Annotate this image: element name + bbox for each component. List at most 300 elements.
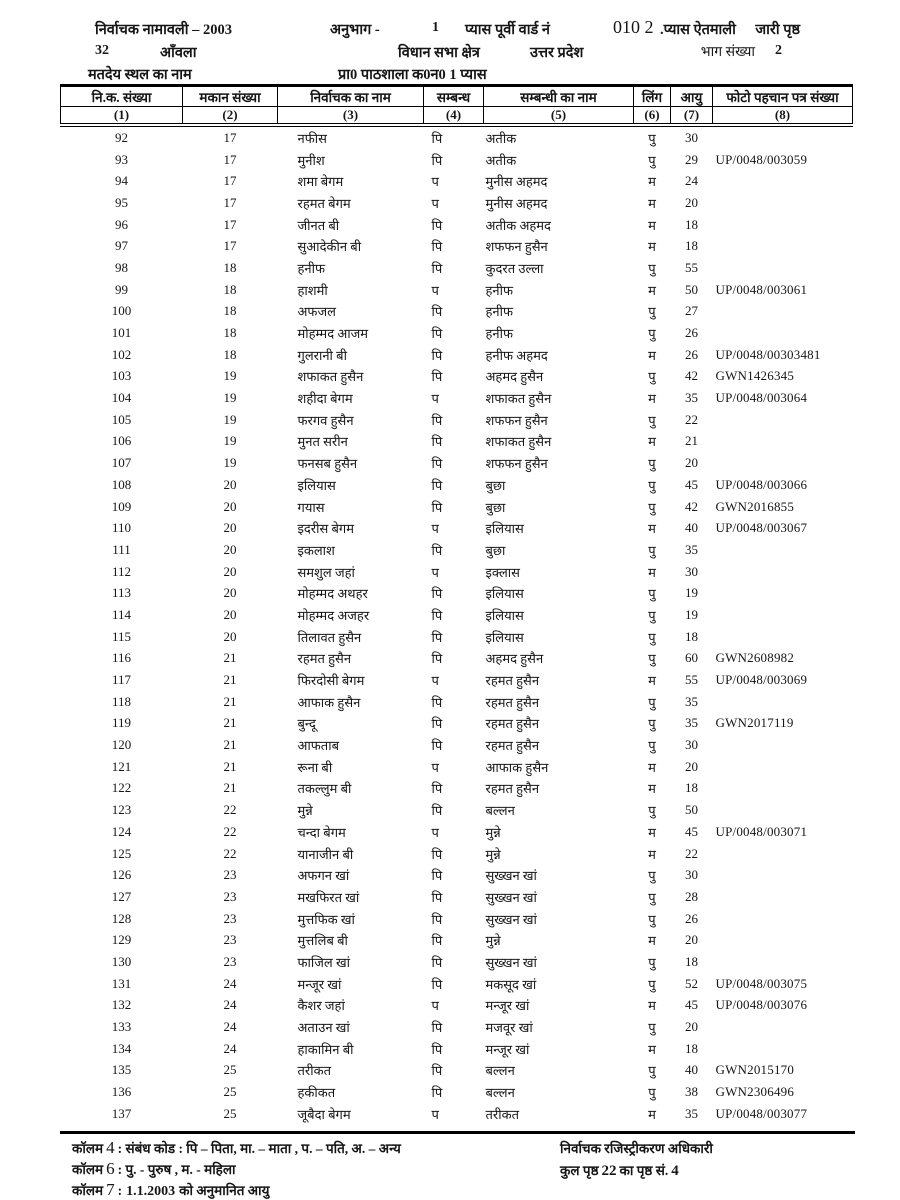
cell-house-number: 20: [223, 606, 237, 622]
cell-house-number: 22: [223, 845, 237, 861]
col7-number: 7: [106, 1180, 115, 1199]
assembly-number: 32: [95, 43, 109, 58]
cell-photo-id-number: [713, 1038, 853, 1060]
cell-serial-number: 103: [111, 368, 132, 384]
cell-house-number: 19: [223, 368, 237, 384]
cell-gender: म: [648, 391, 656, 407]
col-number-3: (3): [278, 107, 424, 126]
cell-relative-name: मन्जूर खां: [485, 1041, 530, 1057]
cell-house-number: 21: [223, 780, 237, 796]
cell-elector-name: मखफिरत खां: [297, 889, 360, 905]
cell-relation-code: प: [431, 174, 439, 190]
cell-relative-name: मुन्ने: [485, 933, 501, 949]
cell-relative-name: शफफन हुसैन: [485, 412, 548, 428]
cell-gender: पु: [648, 412, 656, 428]
cell-serial-number: 135: [111, 1062, 132, 1078]
cell-age: 35: [685, 390, 698, 406]
cell-serial-number: 92: [115, 129, 128, 145]
cell-elector-name: मुन्ने: [297, 803, 313, 819]
cell-relation-code: पि: [431, 803, 443, 819]
cell-relation-code: पि: [431, 369, 443, 385]
col-header-relative-name: सम्बन्धी का नाम: [484, 86, 634, 107]
cell-photo-id-number: [713, 1016, 853, 1038]
cell-gender: पु: [648, 911, 656, 927]
cell-relative-name: रहमत हुसैन: [485, 673, 540, 689]
cell-house-number: 25: [223, 1062, 237, 1078]
cell-gender: म: [648, 521, 656, 537]
cell-elector-name: हनीफ: [297, 260, 326, 276]
cell-house-number: 17: [223, 216, 237, 232]
cell-relative-name: अहमद हुसैन: [485, 369, 544, 385]
table-row: [61, 192, 853, 214]
cell-house-number: 23: [223, 953, 237, 969]
table-row: [61, 843, 853, 865]
cell-elector-name: शफाकत हुसैन: [297, 369, 364, 385]
cell-house-number: 20: [223, 628, 237, 644]
table-row: [61, 1060, 853, 1082]
cell-house-number: 18: [223, 259, 237, 275]
cell-photo-id-number: [713, 431, 853, 453]
cell-gender: पु: [648, 152, 656, 168]
col-header-age: आयु: [671, 86, 713, 107]
cell-gender: पु: [648, 542, 656, 558]
cell-photo-id-number: GWN1426345: [715, 368, 795, 384]
cell-elector-name: समशुल जहां: [297, 564, 355, 580]
ward-suffix: .प्यास ऐतमाली: [660, 22, 736, 38]
cell-age: 42: [685, 368, 698, 384]
cell-house-number: 20: [223, 476, 237, 492]
col7-label: कॉलम: [72, 1183, 104, 1198]
cell-serial-number: 129: [111, 932, 132, 948]
cell-relative-name: आफाक हुसैन: [485, 759, 549, 775]
cell-photo-id-number: [713, 604, 853, 626]
cell-gender: म: [648, 781, 656, 797]
table-row: [61, 864, 853, 886]
cell-relative-name: मुनीस अहमद: [485, 174, 548, 190]
cell-gender: पु: [648, 607, 656, 623]
cell-age: 35: [685, 693, 698, 709]
cell-relation-code: प: [431, 195, 439, 211]
cell-relation-code: प: [431, 1106, 439, 1122]
cell-age: 30: [685, 737, 698, 753]
roll-title: निर्वाचक नामावली – 2003: [95, 22, 232, 38]
cell-serial-number: 93: [115, 151, 128, 167]
cell-elector-name: हकीकत: [297, 1085, 336, 1101]
cell-serial-number: 116: [111, 650, 132, 666]
col-number-4: (4): [424, 107, 484, 126]
cell-photo-id-number: UP/0048/003077: [715, 1105, 808, 1121]
cell-serial-number: 114: [111, 606, 132, 622]
cell-gender: म: [648, 1106, 656, 1122]
cell-serial-number: 126: [111, 867, 132, 883]
officer-block: [560, 1138, 850, 1182]
cell-relative-name: सुख्खन खां: [485, 868, 537, 884]
cell-relative-name: रहमत हुसैन: [485, 716, 540, 732]
cell-relative-name: शफफन हुसैन: [485, 239, 548, 255]
cell-relation-code: पि: [431, 239, 443, 255]
cell-relative-name: रहमत हुसैन: [485, 738, 540, 754]
cell-relation-code: पि: [431, 499, 443, 515]
table-row: [61, 973, 853, 995]
cell-house-number: 24: [223, 997, 237, 1013]
cell-elector-name: हाशमी: [297, 282, 328, 298]
cell-photo-id-number: [713, 409, 853, 431]
cell-serial-number: 115: [111, 628, 132, 644]
cell-relative-name: शफफन हुसैन: [485, 456, 548, 472]
cell-house-number: 23: [223, 867, 237, 883]
table-row: [61, 496, 853, 518]
col-number-6: (6): [634, 107, 671, 126]
cell-gender: पु: [648, 803, 656, 819]
cell-gender: पु: [648, 651, 656, 667]
cell-serial-number: 102: [111, 346, 132, 362]
cell-gender: म: [648, 564, 656, 580]
cell-serial-number: 113: [111, 585, 132, 601]
cell-age: 18: [685, 780, 698, 796]
col7-date: 1.1.2003: [126, 1184, 176, 1199]
section-label: अनुभाग -: [330, 22, 380, 38]
cell-serial-number: 125: [111, 845, 132, 861]
table-row: [61, 886, 853, 908]
cell-gender: म: [648, 434, 656, 450]
cell-serial-number: 128: [111, 910, 132, 926]
table-row: [61, 214, 853, 236]
col-header-serial: नि.क. संख्या: [61, 86, 183, 107]
polling-place-label: मतदेय स्थल का नाम: [88, 67, 192, 83]
cell-elector-name: मोहम्मद अजहर: [297, 607, 370, 623]
cell-serial-number: 96: [115, 216, 128, 232]
cell-elector-name: आफाक हुसैन: [297, 694, 361, 710]
cell-relative-name: अतीक अहमद: [485, 217, 551, 233]
cell-serial-number: 112: [111, 563, 132, 579]
cell-gender: पु: [648, 694, 656, 710]
cell-relation-code: पि: [431, 477, 443, 493]
cell-photo-id-number: [713, 778, 853, 800]
cell-gender: पु: [648, 716, 656, 732]
cell-elector-name: शमा बेगम: [297, 174, 344, 190]
cell-relation-code: पि: [431, 412, 443, 428]
cell-relation-code: पि: [431, 954, 443, 970]
cell-photo-id-number: UP/0048/003075: [715, 975, 808, 991]
col-header-photo-id: फोटो पहचान पत्र संख्या: [713, 86, 853, 107]
table-row: [61, 713, 853, 735]
cell-elector-name: इलियास: [297, 477, 336, 493]
cell-elector-name: चन्दा बेगम: [297, 824, 346, 840]
table-row: [61, 431, 853, 453]
cell-relation-code: पि: [431, 607, 443, 623]
col4-text: : संबंध कोड : पि – पिता, मा. – माता , प. – पति, अ. – अन्य: [117, 1141, 401, 1156]
cell-photo-id-number: [713, 452, 853, 474]
cell-relation-code: पि: [431, 326, 443, 342]
table-row: [61, 799, 853, 821]
cell-relative-name: रहमत हुसैन: [485, 781, 540, 797]
cell-photo-id-number: [713, 561, 853, 583]
cell-elector-name: तरीकत: [297, 1063, 331, 1079]
cell-age: 18: [685, 216, 698, 232]
cell-relation-code: पि: [431, 586, 443, 602]
cell-age: 35: [685, 715, 698, 731]
col-header-gender: लिंग: [634, 86, 671, 107]
cell-photo-id-number: UP/0048/003064: [715, 390, 808, 406]
cell-age: 52: [685, 975, 698, 991]
cell-age: 45: [685, 997, 698, 1013]
cell-relation-code: पि: [431, 889, 443, 905]
col4-label: कॉलम: [72, 1141, 104, 1156]
cell-age: 30: [685, 867, 698, 883]
cell-house-number: 21: [223, 650, 237, 666]
cell-age: 24: [685, 173, 698, 189]
cell-relation-code: प: [431, 282, 439, 298]
cell-relative-name: इलियास: [485, 607, 524, 623]
cell-relation-code: पि: [431, 629, 443, 645]
state-name: उत्तर प्रदेश: [530, 45, 584, 61]
cell-age: 20: [685, 194, 698, 210]
cell-gender: पु: [648, 304, 656, 320]
cell-photo-id-number: [713, 192, 853, 214]
cell-relative-name: हनीफ: [485, 282, 514, 298]
cell-serial-number: 117: [111, 672, 132, 688]
col-header-house: मकान संख्या: [183, 86, 278, 107]
cell-photo-id-number: [713, 929, 853, 951]
cell-serial-number: 111: [112, 541, 131, 557]
cell-photo-id-number: UP/0048/003069: [715, 672, 808, 688]
cell-relation-code: पि: [431, 868, 443, 884]
table-row: [61, 125, 853, 149]
cell-age: 19: [685, 606, 698, 622]
table-row: [61, 561, 853, 583]
cell-serial-number: 105: [111, 411, 132, 427]
page-header: [0, 0, 900, 84]
cell-relative-name: मुन्ने: [485, 846, 501, 862]
cell-age: 40: [685, 1062, 698, 1078]
cell-photo-id-number: [713, 734, 853, 756]
cell-photo-id-number: GWN2016855: [715, 498, 795, 514]
cell-elector-name: अफजल: [297, 304, 336, 320]
cell-relative-name: शफाकत हुसैन: [485, 391, 552, 407]
table-row: [61, 474, 853, 496]
cell-photo-id-number: [713, 582, 853, 604]
table-row: [61, 582, 853, 604]
cell-serial-number: 121: [111, 758, 132, 774]
cell-serial-number: 118: [111, 693, 132, 709]
cell-gender: म: [648, 998, 656, 1014]
table-row: [61, 452, 853, 474]
table-row: [61, 257, 853, 279]
cell-photo-id-number: [713, 886, 853, 908]
col-number-7: (7): [671, 107, 713, 126]
cell-relative-name: सुख्खन खां: [485, 954, 537, 970]
col-number-5: (5): [484, 107, 634, 126]
cell-age: 60: [685, 650, 698, 666]
cell-serial-number: 137: [111, 1105, 132, 1121]
cell-relation-code: पि: [431, 933, 443, 949]
cell-elector-name: मन्जूर खां: [297, 976, 342, 992]
table-row: [61, 821, 853, 843]
cell-house-number: 17: [223, 238, 237, 254]
cell-gender: पु: [648, 954, 656, 970]
cell-house-number: 24: [223, 1040, 237, 1056]
cell-relative-name: मजवूर खां: [485, 1020, 533, 1036]
cell-relation-code: पि: [431, 152, 443, 168]
cell-elector-name: गुलरानी बी: [297, 347, 347, 363]
cell-serial-number: 122: [111, 780, 132, 796]
cell-relation-code: प: [431, 391, 439, 407]
cell-house-number: 17: [223, 173, 237, 189]
cell-photo-id-number: [713, 756, 853, 778]
cell-relative-name: मुनीस अहमद: [485, 195, 548, 211]
cell-age: 29: [685, 151, 698, 167]
assembly-label: विधान सभा क्षेत्र: [398, 45, 480, 61]
cell-elector-name: फरगव हुसैन: [297, 412, 354, 428]
table-row: [61, 604, 853, 626]
cell-house-number: 23: [223, 910, 237, 926]
col7-colon: :: [117, 1183, 123, 1198]
col-number-1: (1): [61, 107, 183, 126]
cell-gender: म: [648, 673, 656, 689]
cell-gender: म: [648, 933, 656, 949]
cell-house-number: 18: [223, 346, 237, 362]
cell-age: 42: [685, 498, 698, 514]
cell-relative-name: बुछा: [485, 499, 506, 515]
col7-text: को अनुमानित आयु: [179, 1183, 270, 1198]
cell-gender: पु: [648, 326, 656, 342]
cell-photo-id-number: [713, 691, 853, 713]
cell-elector-name: बुन्दू: [297, 716, 316, 732]
cell-serial-number: 95: [115, 194, 128, 210]
table-row: [61, 409, 853, 431]
total-pages-label: कुल पृष्ठ: [560, 1163, 599, 1178]
cell-serial-number: 130: [111, 953, 132, 969]
cell-photo-id-number: [713, 125, 853, 149]
cell-serial-number: 132: [111, 997, 132, 1013]
cell-house-number: 20: [223, 498, 237, 514]
cell-elector-name: कैशर जहां: [297, 998, 345, 1014]
cell-serial-number: 110: [111, 520, 132, 536]
cell-relative-name: हनीफ अहमद: [485, 347, 548, 363]
cell-relation-code: पि: [431, 976, 443, 992]
registration-officer-label: निर्वाचक रजिस्ट्रीकरण अधिकारी: [560, 1141, 713, 1156]
cell-photo-id-number: UP/0048/003067: [715, 520, 808, 536]
ward-number: 010 2: [613, 17, 654, 37]
cell-elector-name: अफगन खां: [297, 868, 350, 884]
table-row: [61, 170, 853, 192]
cell-age: 19: [685, 585, 698, 601]
cell-relation-code: पि: [431, 781, 443, 797]
cell-serial-number: 106: [111, 433, 132, 449]
cell-house-number: 21: [223, 758, 237, 774]
cell-relative-name: मन्जूर खां: [485, 998, 530, 1014]
cell-relative-name: शफाकत हुसैन: [485, 434, 552, 450]
cell-gender: म: [648, 217, 656, 233]
cell-gender: पु: [648, 499, 656, 515]
cell-gender: म: [648, 347, 656, 363]
total-pages-value: 22: [601, 1163, 617, 1179]
cell-relation-code: पि: [431, 1041, 443, 1057]
col6-label: कॉलम: [72, 1162, 104, 1177]
cell-serial-number: 107: [111, 455, 132, 471]
cell-serial-number: 124: [111, 823, 132, 839]
cell-relative-name: अतीक: [485, 130, 517, 146]
cell-gender: म: [648, 195, 656, 211]
cell-relative-name: सुख्खन खां: [485, 889, 537, 905]
cell-photo-id-number: [713, 799, 853, 821]
col-number-8: (8): [713, 107, 853, 126]
cell-serial-number: 120: [111, 737, 132, 753]
cell-elector-name: फनसब हुसैन: [297, 456, 358, 472]
table-row: [61, 995, 853, 1017]
cell-gender: म: [648, 174, 656, 190]
cell-relation-code: पि: [431, 304, 443, 320]
cell-house-number: 19: [223, 433, 237, 449]
cell-gender: पु: [648, 477, 656, 493]
cell-relative-name: इलियास: [485, 629, 524, 645]
cell-age: 18: [685, 628, 698, 644]
cell-gender: पु: [648, 586, 656, 602]
cell-serial-number: 109: [111, 498, 132, 514]
cell-elector-name: मुत्तफिक खां: [297, 911, 355, 927]
cell-elector-name: तकल्लुम बी: [297, 781, 352, 797]
cell-photo-id-number: GWN2015170: [715, 1062, 795, 1078]
table-row: [61, 517, 853, 539]
cell-age: 35: [685, 541, 698, 557]
cell-gender: पु: [648, 738, 656, 754]
cell-photo-id-number: [713, 539, 853, 561]
cell-serial-number: 100: [111, 303, 132, 319]
cell-elector-name: रहमत हुसैन: [297, 651, 352, 667]
cell-relative-name: कुदरत उल्ला: [485, 260, 544, 276]
table-row: [61, 691, 853, 713]
cell-relation-code: पि: [431, 434, 443, 450]
cell-photo-id-number: [713, 301, 853, 323]
table-row: [61, 539, 853, 561]
cell-elector-name: सुआदेकीन बी: [297, 239, 362, 255]
cell-age: 30: [685, 563, 698, 579]
cell-house-number: 22: [223, 823, 237, 839]
cell-elector-name: मुत्तलिब बी: [297, 933, 348, 949]
cell-age: 35: [685, 1105, 698, 1121]
cell-relation-code: पि: [431, 347, 443, 363]
cell-elector-name: आफताब: [297, 738, 340, 754]
col-number-2: (2): [183, 107, 278, 126]
col6-text: : पु. - पुरुष , म. - महिला: [117, 1162, 236, 1177]
cell-age: 20: [685, 932, 698, 948]
cell-gender: पु: [648, 456, 656, 472]
cell-photo-id-number: [713, 257, 853, 279]
cell-house-number: 23: [223, 888, 237, 904]
cell-elector-name: मुनत सरीन: [297, 434, 348, 450]
cell-relation-code: पि: [431, 846, 443, 862]
table-row: [61, 387, 853, 409]
cell-relation-code: प: [431, 564, 439, 580]
cell-gender: पु: [648, 889, 656, 905]
cell-age: 55: [685, 672, 698, 688]
cell-relation-code: प: [431, 998, 439, 1014]
cell-photo-id-number: [713, 214, 853, 236]
cell-gender: पु: [648, 369, 656, 385]
table-row: [61, 279, 853, 301]
col-header-relation: सम्बन्ध: [424, 86, 484, 107]
cell-relative-name: बल्लन: [485, 803, 515, 819]
cell-elector-name: हाकामिन बी: [297, 1041, 354, 1057]
cell-age: 28: [685, 888, 698, 904]
cell-serial-number: 134: [111, 1040, 132, 1056]
cell-serial-number: 97: [115, 238, 128, 254]
cell-gender: पु: [648, 260, 656, 276]
cell-elector-name: फिरदोसी बेगम: [297, 673, 365, 689]
cell-house-number: 24: [223, 1019, 237, 1035]
cell-relation-code: पि: [431, 716, 443, 732]
cell-elector-name: शहीदा बेगम: [297, 391, 353, 407]
